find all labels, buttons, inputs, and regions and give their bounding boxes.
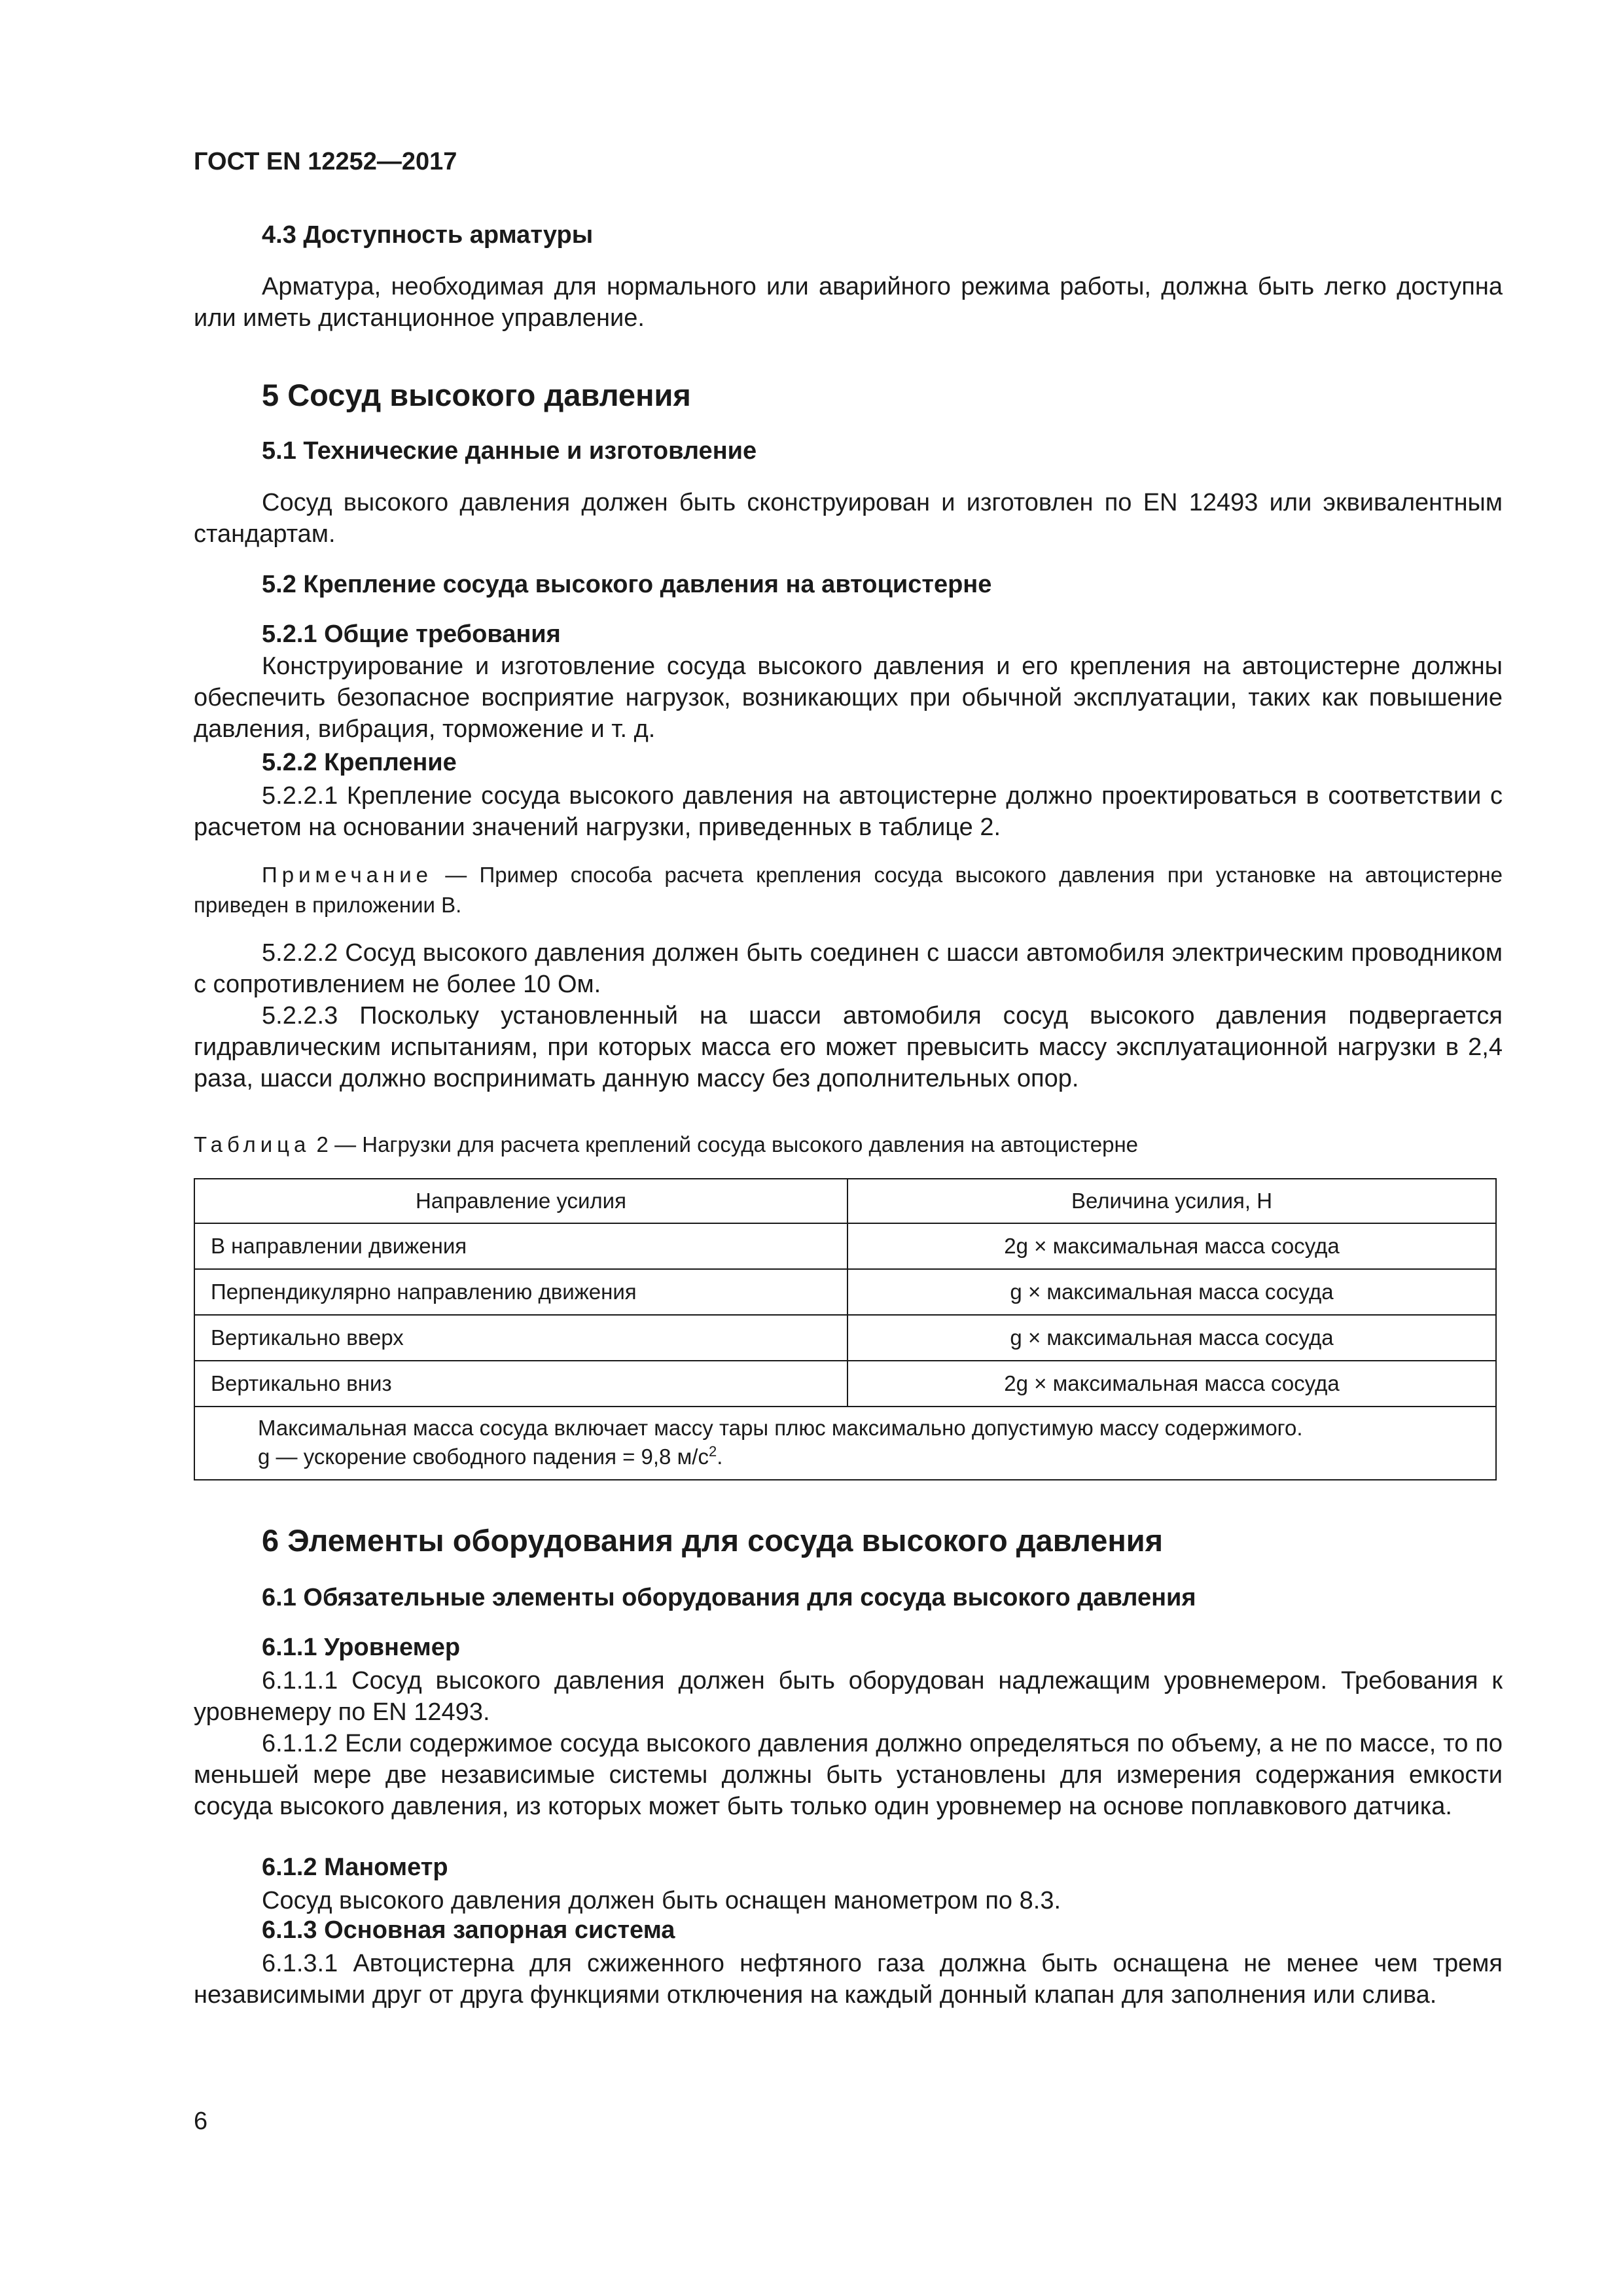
table-header-row <box>194 1179 1496 1223</box>
table-cell-direction: Перпендикулярно направлению движения <box>194 1269 847 1315</box>
table-cell-value: g × максимальная масса сосуда <box>847 1269 1496 1315</box>
paragraph-5-1: Сосуд высокого давления должен быть сконструирован и изготовлен по EN 12493 или эквивалентным стандартам. <box>194 489 1503 548</box>
table-caption-text: 2 — Нагрузки для расчета креплений сосуда высокого давления на автоцистерне <box>310 1132 1139 1157</box>
heading-5-2-1: 5.2.1 Общие требования <box>262 620 561 648</box>
table-header-value: Величина усилия, Н <box>847 1179 1496 1223</box>
table-cell-direction: Вертикально вверх <box>194 1315 847 1361</box>
paragraph-6-1-1-2: 6.1.1.2 Если содержимое сосуда высокого давления должно определяться по объему, а не по массе, то по меньшей мере две независимые системы должны быть установлены для измерения содержания емкости сосуда высокого давления, из которых может быть только один уровнемер на основе поплавкового датчика. <box>194 1730 1503 1820</box>
table-footnote <box>194 1407 1496 1480</box>
note-label: Примечание <box>262 863 433 887</box>
table-cell-value: 2g × максимальная масса сосуда <box>847 1223 1496 1269</box>
footnote-end: . <box>717 1444 723 1469</box>
table-header-direction: Направление усилия <box>194 1179 847 1223</box>
table-row <box>194 1223 1496 1269</box>
footnote-gravity-text: g — ускорение свободного падения = 9,8 м/с <box>258 1444 709 1469</box>
paragraph-5-2-1: Конструирование и изготовление сосуда высокого давления и его крепления на автоцистерне должны обеспечить безопасное восприятие нагрузок, возникающих при обычной эксплуатации, таких как повышение давления, вибрация, торможение и т. д. <box>194 653 1503 743</box>
table-caption <box>194 1132 1138 1157</box>
heading-5: 5 Сосуд высокого давления <box>262 378 691 412</box>
note-text: — Пример способа расчета крепления сосуда высокого давления при установке на автоцистерне приведен в приложении В. <box>194 863 1503 917</box>
paragraph-6-1-1-1: 6.1.1.1 Сосуд высокого давления должен быть оборудован надлежащим уровнемером. Требования к уровнемеру по EN 12493. <box>194 1667 1503 1726</box>
heading-6-1-3: 6.1.3 Основная запорная система <box>262 1916 675 1944</box>
heading-5-1: 5.1 Технические данные и изготовление <box>262 437 757 465</box>
paragraph-4-3: Арматура, необходимая для нормального или аварийного режима работы, должна быть легко доступна или иметь дистанционное управление. <box>194 273 1503 332</box>
paragraph-6-1-3-1: 6.1.3.1 Автоцистерна для сжиженного нефтяного газа должна быть оснащена не менее чем тремя независимыми друг от друга функциями отключения на каждый донный клапан для заполнения или слива. <box>194 1950 1503 2009</box>
table-cell-direction: В направлении движения <box>194 1223 847 1269</box>
heading-5-2-2: 5.2.2 Крепление <box>262 749 457 776</box>
table-cell-direction: Вертикально вниз <box>194 1361 847 1407</box>
note <box>194 860 1503 920</box>
footnote-superscript: 2 <box>708 1443 717 1460</box>
heading-6: 6 Элементы оборудования для сосуда высокого давления <box>262 1523 1164 1558</box>
heading-6-1-1: 6.1.1 Уровнемер <box>262 1634 461 1661</box>
table-cell-value: g × максимальная масса сосуда <box>847 1315 1496 1361</box>
table-footnote-row <box>194 1407 1496 1480</box>
heading-4-3: 4.3 Доступность арматуры <box>262 221 594 249</box>
loads-table <box>194 1178 1497 1480</box>
table-row <box>194 1269 1496 1315</box>
paragraph-5-2-2-1: 5.2.2.1 Крепление сосуда высокого давления на автоцистерне должно проектироваться в соответствии с расчетом на основании значений нагрузки, приведенных в таблице 2. <box>194 782 1503 841</box>
document-header: ГОСТ EN 12252—2017 <box>194 148 457 175</box>
paragraph-6-1-2: Сосуд высокого давления должен быть оснащен манометром по 8.3. <box>262 1887 1061 1914</box>
table-row <box>194 1361 1496 1407</box>
table-row <box>194 1315 1496 1361</box>
heading-6-1: 6.1 Обязательные элементы оборудования для сосуда высокого давления <box>262 1584 1196 1611</box>
paragraph-5-2-2-2: 5.2.2.2 Сосуд высокого давления должен быть соединен с шасси автомобиля электрическим проводником с сопротивлением не более 10 Ом. <box>194 939 1503 998</box>
table-footnote-line-2 <box>258 1443 1495 1471</box>
table-cell-value: 2g × максимальная масса сосуда <box>847 1361 1496 1407</box>
page-number: 6 <box>194 2108 208 2135</box>
heading-5-2: 5.2 Крепление сосуда высокого давления на автоцистерне <box>262 571 992 598</box>
heading-6-1-2: 6.1.2 Манометр <box>262 1854 448 1881</box>
table-footnote-line-1: Максимальная масса сосуда включает массу тары плюс максимально допустимую массу содержимого. <box>258 1416 1303 1440</box>
table-caption-label: Таблица <box>194 1132 311 1157</box>
paragraph-5-2-2-3: 5.2.2.3 Поскольку установленный на шасси автомобиля сосуд высокого давления подвергается гидравлическим испытаниям, при которых масса его может превысить массу эксплуатационной нагрузки в 2,4 раза, шасси должно воспринимать данную массу без дополнительных опор. <box>194 1002 1503 1092</box>
